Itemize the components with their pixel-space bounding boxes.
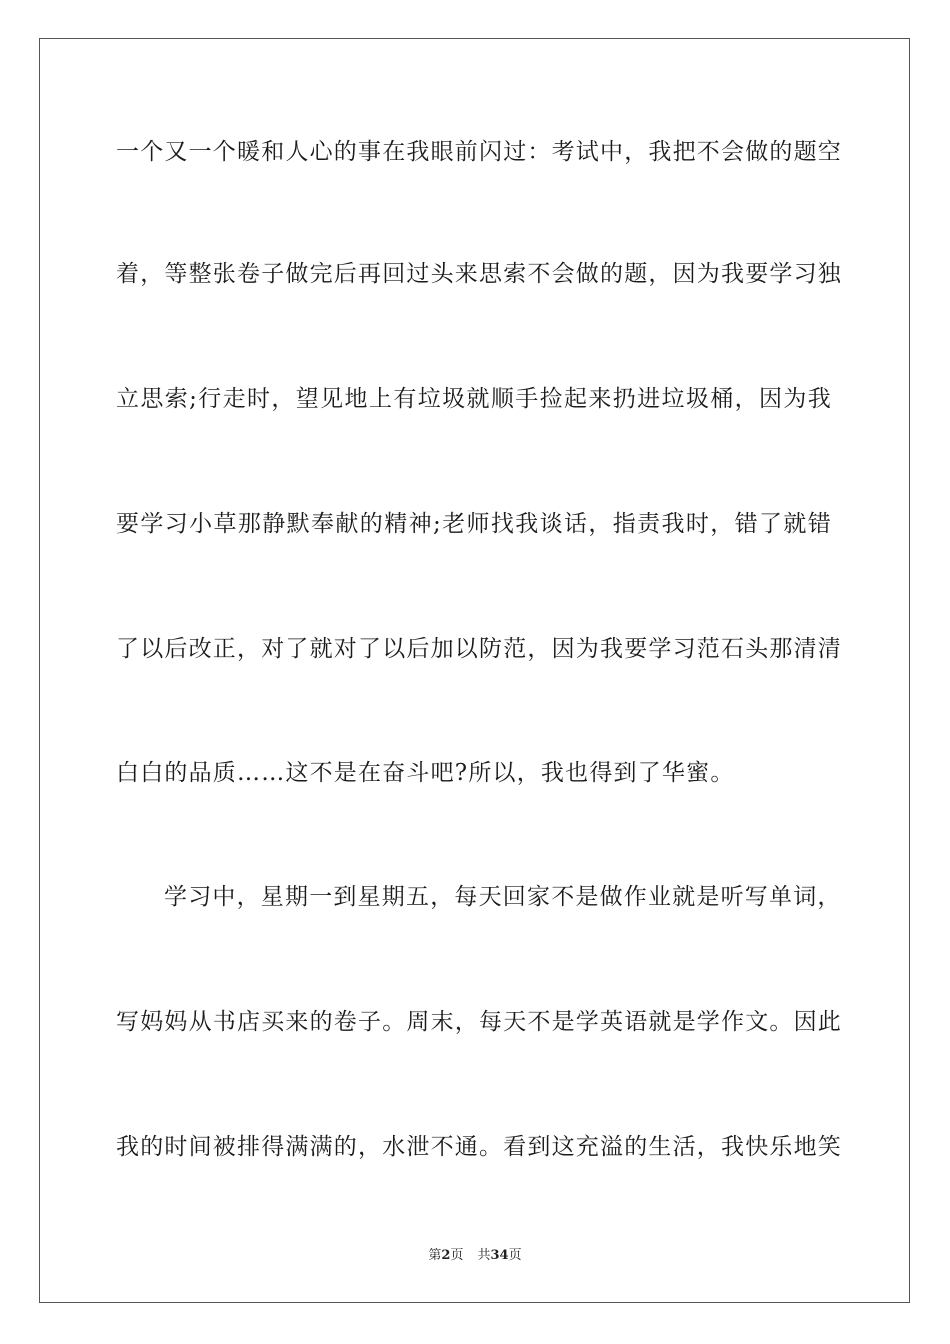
page-border — [39, 38, 910, 1303]
page-number: 第2页 — [428, 1248, 464, 1263]
page-total: 共34页 — [477, 1248, 522, 1263]
text-line: 写妈妈从书店买来的卷子。周末，每天不是学英语就是学作文。因此 — [116, 1009, 842, 1035]
text-line: 我的时间被排得满满的，水泄不通。看到这充溢的生活，我快乐地笑 — [116, 1134, 842, 1160]
text-line: 要学习小草那静默奉献的精神;老师找我谈话，指责我时，错了就错 — [116, 511, 832, 537]
text-line: 一个又一个暖和人心的事在我眼前闪过：考试中，我把不会做的题空 — [116, 139, 842, 165]
text-line: 立思索;行走时，望见地上有垃圾就顺手捡起来扔进垃圾桶，因为我 — [116, 386, 832, 412]
text-line: 着，等整张卷子做完后再回过头来思索不会做的题，因为我要学习独 — [116, 261, 842, 287]
page-footer — [0, 1247, 950, 1265]
text-line: 了以后改正，对了就对了以后加以防范，因为我要学习范石头那清清 — [116, 636, 842, 662]
paragraph-first-line: 学习中，星期一到星期五，每天回家不是做作业就是听写单词， — [164, 884, 842, 910]
text-line: 白白的品质……这不是在奋斗吧?所以，我也得到了华蜜。 — [116, 760, 735, 786]
